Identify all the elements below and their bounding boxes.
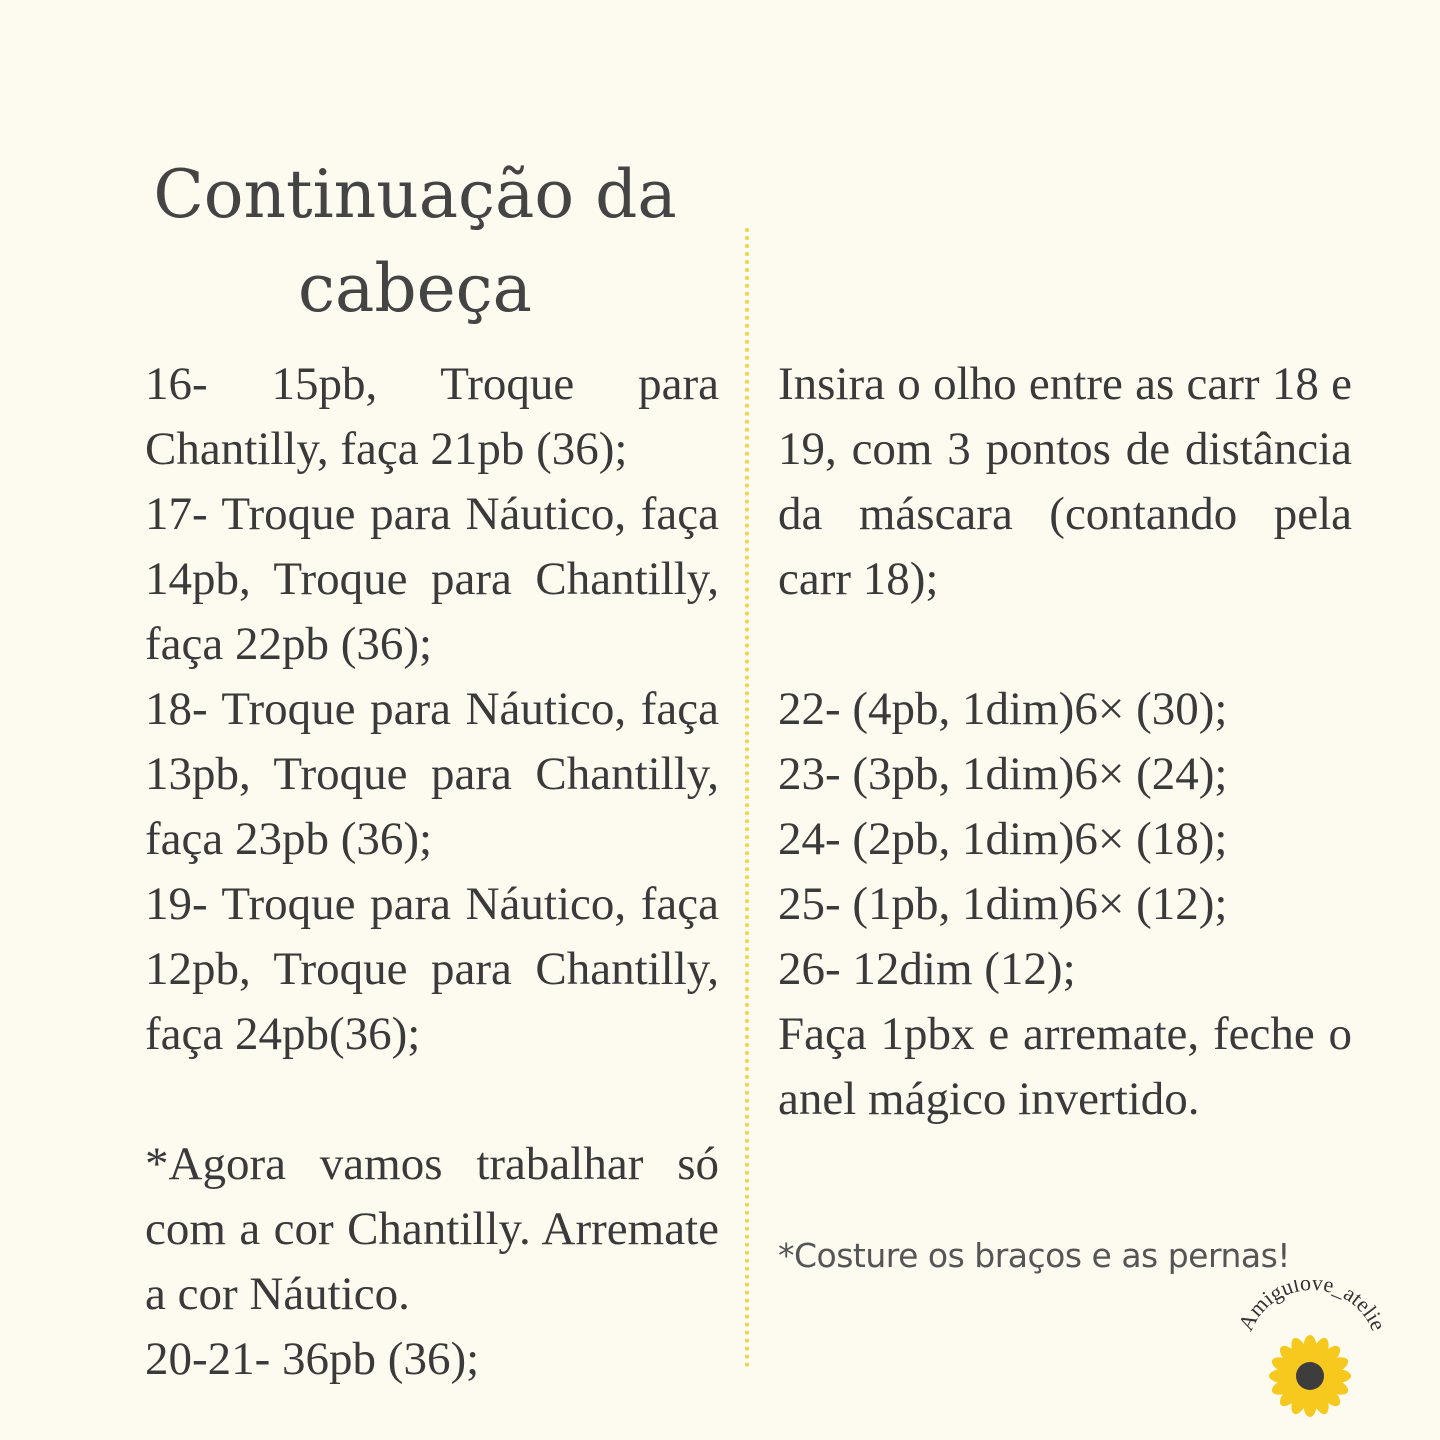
row-25: 25- (1pb, 1dim)6× (12); bbox=[778, 878, 1228, 930]
watermark-text: Amigulove_atelie bbox=[1232, 1280, 1392, 1335]
row-16: 16- 15pb, Troque para Chantilly, faça 21pb (36); bbox=[145, 358, 719, 475]
row-24: 24- (2pb, 1dim)6× (18); bbox=[778, 813, 1228, 865]
finish-instruction: Faça 1pbx e arremate, feche o anel mágico invertido. bbox=[778, 1008, 1352, 1125]
spacer bbox=[778, 612, 1352, 677]
sunflower-icon bbox=[1269, 1335, 1351, 1417]
row-22: 22- (4pb, 1dim)6× (30); bbox=[778, 683, 1228, 735]
row-19: 19- Troque para Náutico, faça 12pb, Troque para Chantilly, faça 24pb(36); bbox=[145, 878, 719, 1060]
color-note: *Agora vamos trabalhar só com a cor Chantilly. Arremate a cor Náutico. bbox=[145, 1138, 719, 1320]
left-column bbox=[145, 352, 719, 1392]
row-18: 18- Troque para Náutico, faça 13pb, Troque para Chantilly, faça 23pb (36); bbox=[145, 683, 719, 865]
spacer bbox=[778, 1132, 1352, 1197]
row-17: 17- Troque para Náutico, faça 14pb, Troque para Chantilly, faça 22pb (36); bbox=[145, 488, 719, 670]
page-title: Continuação da cabeça bbox=[153, 156, 677, 327]
spacer bbox=[145, 1067, 719, 1132]
column-divider bbox=[745, 228, 749, 1368]
row-20-21: 20-21- 36pb (36); bbox=[145, 1333, 480, 1385]
row-23: 23- (3pb, 1dim)6× (24); bbox=[778, 748, 1228, 800]
eye-instruction: Insira o olho entre as carr 18 e 19, com 3 pontos de distância da máscara (contando pela carr 18); bbox=[778, 358, 1352, 605]
row-26: 26- 12dim (12); bbox=[778, 943, 1076, 995]
right-column bbox=[778, 352, 1352, 1288]
sew-note: *Costure os braços e as pernas! bbox=[778, 1236, 1291, 1275]
watermark-badge bbox=[1222, 1280, 1392, 1420]
